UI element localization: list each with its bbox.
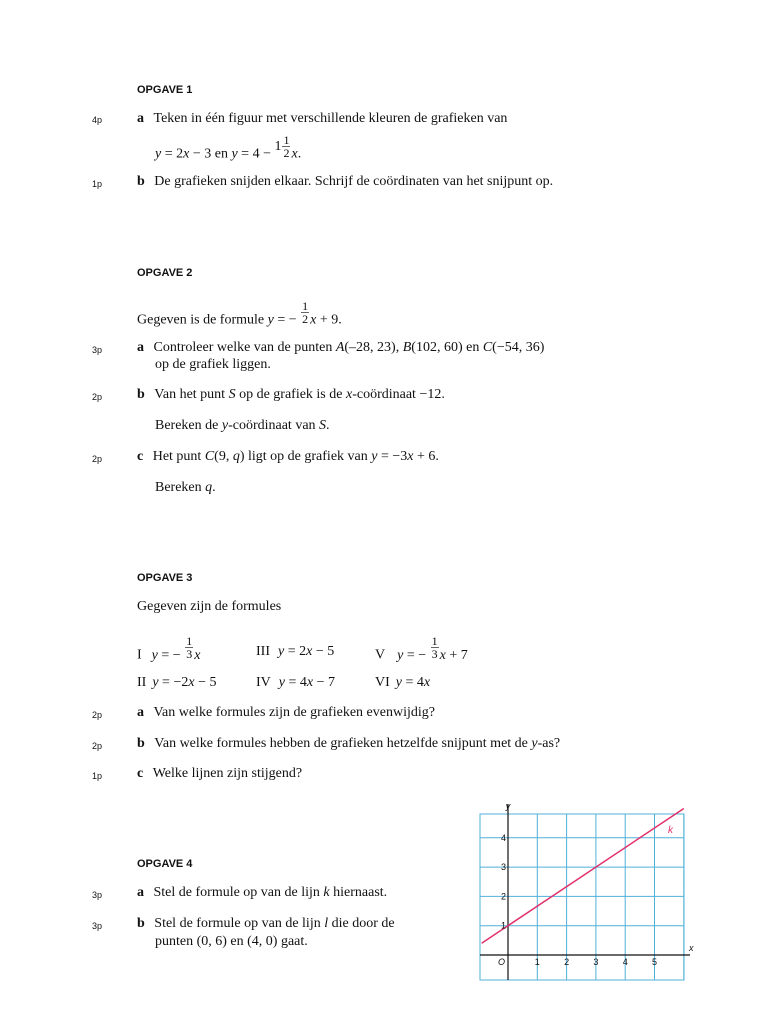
question-4b: b Stel de formule op van de lijn l die door de xyxy=(137,916,395,931)
opgave-4-title: OPGAVE 4 xyxy=(137,858,193,870)
formula-V: V y = − $\frac{1}{3}$ x + 7 xyxy=(375,634,468,663)
question-2a-line2: op de grafiek liggen. xyxy=(155,357,271,372)
origin-label: O xyxy=(497,957,505,967)
x-tick-label: 3 xyxy=(593,957,599,967)
line-chart xyxy=(470,798,700,990)
formula-I: I y = − $\frac{1}{3}$ x xyxy=(137,634,201,663)
question-1a xyxy=(137,110,507,127)
y-tick-label: 2 xyxy=(500,891,506,902)
x-tick-label: 1 xyxy=(534,957,540,967)
formula-IV: IV y = 4x − 7 xyxy=(256,675,336,690)
formula-1a: y = 2x − 3 en y = 4 − 1 $\frac{1}{2}$ x. xyxy=(155,133,302,162)
points-3a: 2p xyxy=(92,710,103,720)
question-1b: b De grafieken snijden elkaar. Schrijf de coördinaten van het snijpunt op. xyxy=(137,174,554,189)
question-4b-line2: punten (0, 6) en (4, 0) gaat. xyxy=(155,934,308,949)
opgave-2-intro: Gegeven is de formule y = − $\frac{1}{2}$ x + 9. xyxy=(137,299,342,328)
y-tick-label: 3 xyxy=(500,862,506,873)
question-3a: a Van welke formules zijn de grafieken evenwijdig? xyxy=(137,705,435,720)
question-2a: a Controleer welke van de punten A(–28, 23), B(102, 60) en C(−54, 36) xyxy=(137,340,545,355)
fraction: $\frac{1}{2}$ xyxy=(283,133,290,160)
question-2b-task: Bereken de y-coördinaat van S. xyxy=(155,418,330,433)
points-2c: 2p xyxy=(92,454,103,464)
opgave-1-title: OPGAVE 1 xyxy=(137,84,193,96)
y-axis-label: y xyxy=(505,801,511,811)
fraction: $\frac{1}{2}$ xyxy=(302,299,309,326)
question-2c-task: Bereken q. xyxy=(155,480,216,495)
formula-II: II y = −2x − 5 xyxy=(137,675,217,690)
question-2b: b Van het punt S op de grafiek is de x-coördinaat −12. xyxy=(137,387,445,402)
points-2b: 2p xyxy=(92,392,103,402)
x-tick-label: 5 xyxy=(651,957,658,967)
question-label: a xyxy=(137,111,144,126)
formula-VI: VI y = 4x xyxy=(375,675,431,690)
opgave-3-intro: Gegeven zijn de formules xyxy=(137,599,282,614)
x-tick-label: 4 xyxy=(622,957,628,967)
question-3b: b Van welke formules hebben de grafieken hetzelfde snijpunt met de y-as? xyxy=(137,736,561,751)
x-tick-label: 2 xyxy=(564,957,570,967)
points-2a: 3p xyxy=(92,345,103,355)
points-3b: 2p xyxy=(92,741,103,751)
question-text: Teken in één figuur met verschillende kleuren de grafieken van xyxy=(153,111,508,126)
opgave-3-title: OPGAVE 3 xyxy=(137,572,193,584)
x-axis-label: x xyxy=(689,943,694,953)
points-4a: 3p xyxy=(92,890,103,900)
question-4a: a Stel de formule op van de lijn k hiernaast. xyxy=(137,885,388,900)
formula-III: III y = 2x − 5 xyxy=(256,644,335,659)
points-1b: 1p xyxy=(92,179,103,189)
line-k-label: k xyxy=(668,825,673,836)
line-k xyxy=(482,809,684,944)
y-tick-label: 1 xyxy=(500,920,506,931)
question-2c: c Het punt C(9, q) ligt op de grafiek van y = −3x + 6. xyxy=(137,449,439,464)
y-tick-label: 4 xyxy=(500,832,506,843)
question-3c: c Welke lijnen zijn stijgend? xyxy=(137,766,303,781)
points-3c: 1p xyxy=(92,771,103,781)
points-4b: 3p xyxy=(92,921,103,931)
points-1a: 4p xyxy=(92,115,103,125)
opgave-2-title: OPGAVE 2 xyxy=(137,267,193,279)
